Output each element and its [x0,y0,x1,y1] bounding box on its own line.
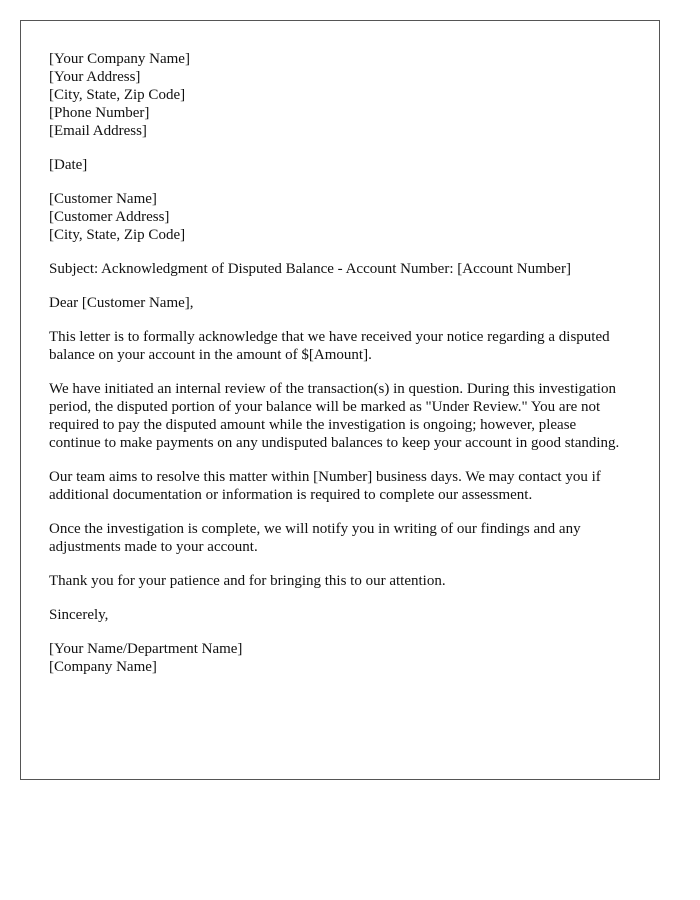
closing: Sincerely, [49,607,109,623]
body-paragraph-3: Our team aims to resolve this matter within [Number] business days. We may contact you if additional documentation or information is required to complete our assessment. [49,469,601,503]
sender-email: [Email Address] [49,123,147,139]
sender-address: [Your Address] [49,69,141,85]
letter-page [20,20,660,780]
subject-line: Subject: Acknowledgment of Disputed Balance - Account Number: [Account Number] [49,261,571,277]
recipient-block [49,190,631,244]
body-paragraph-1: This letter is to formally acknowledge that we have received your notice regarding a disputed balance on your account in the amount of $[Amount]. [49,329,610,363]
sender-block [49,50,631,140]
signature-name-department: [Your Name/Department Name] [49,641,243,657]
body-paragraph-4: Once the investigation is complete, we will notify you in writing of our findings and any adjustments made to your account. [49,521,581,555]
sender-company-name: [Your Company Name] [49,51,190,67]
signature-company: [Company Name] [49,659,157,675]
letter-date: [Date] [49,157,88,173]
signature-block [49,640,631,676]
sender-phone: [Phone Number] [49,105,150,121]
body-paragraph-5: Thank you for your patience and for bringing this to our attention. [49,573,446,589]
recipient-address: [Customer Address] [49,209,170,225]
salutation: Dear [Customer Name], [49,295,194,311]
sender-city-state-zip: [City, State, Zip Code] [49,87,186,103]
date-block [49,156,631,174]
recipient-name: [Customer Name] [49,191,157,207]
body-paragraph-2: We have initiated an internal review of the transaction(s) in question. During this investigation period, the disputed portion of your balance will be marked as "Under Review." You are not required to pay the disputed amount while the investigation is ongoing; however, please continue to make payments on any undisputed balances to keep your account in good standing. [49,381,620,451]
recipient-city-state-zip: [City, State, Zip Code] [49,227,186,243]
